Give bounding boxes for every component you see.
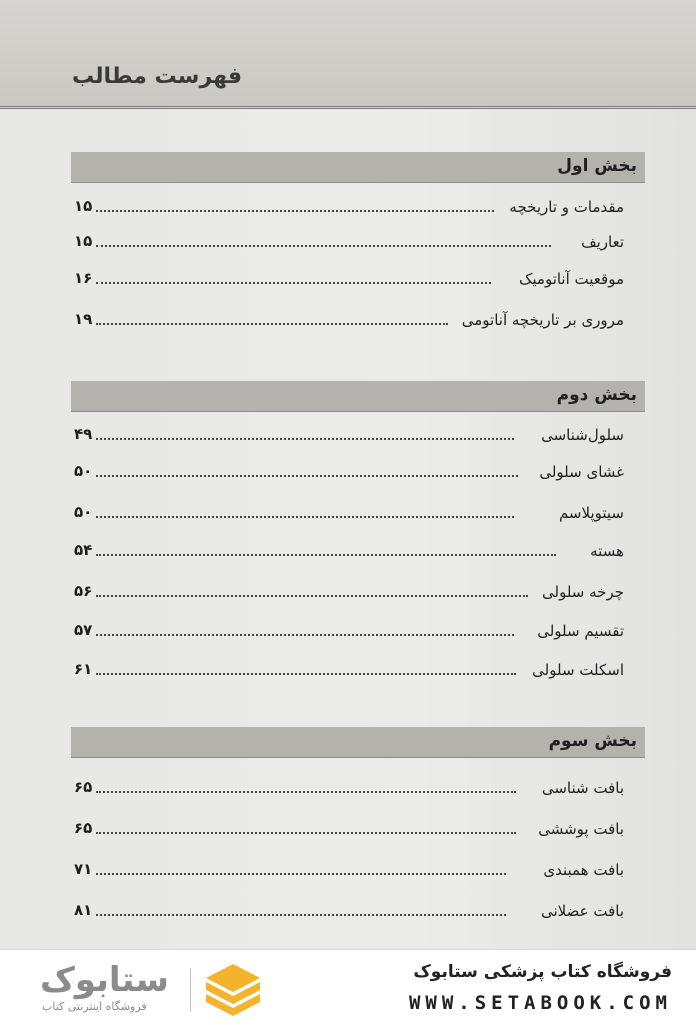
- section-header-3: [71, 727, 645, 758]
- toc-entry-label: غشای سلولی: [539, 463, 624, 481]
- toc-entry-page: ۱۹: [74, 310, 93, 328]
- toc-entry-label: سیتوپلاسم: [558, 504, 624, 522]
- toc-entry-label: تعاریف: [581, 233, 624, 251]
- toc-entry-page: ۱۵: [74, 197, 93, 215]
- toc-entry[interactable]: [74, 818, 624, 844]
- toc-entry-page: ۵۴: [74, 541, 93, 559]
- toc-entry-page: ۵۰: [74, 503, 93, 521]
- leader-dots: [96, 282, 491, 284]
- toc-entry-page: ۷۱: [74, 860, 93, 878]
- leader-dots: [96, 595, 528, 597]
- toc-entry-label: سلول‌شناسی: [541, 426, 624, 444]
- toc-entry-page: ۱۵: [74, 232, 93, 250]
- toc-entry-page: ۵۶: [74, 582, 93, 600]
- toc-entry-label: چرخه سلولی: [542, 583, 624, 601]
- toc-entry-label: مقدمات و تاریخچه: [509, 198, 624, 216]
- leader-dots: [96, 323, 448, 325]
- section-title: بخش اول: [557, 156, 637, 176]
- toc-entry[interactable]: [74, 196, 624, 222]
- toc-entry-page: ۶۱: [74, 660, 93, 678]
- toc-entry-page: ۶۵: [74, 778, 93, 796]
- toc-entry-label: بافت شناسی: [541, 779, 624, 797]
- logo-tagline: فروشگاه اینترنتی کتاب: [42, 1000, 147, 1013]
- toc-entry-label: مروری بر تاریخچه آناتومی: [461, 311, 624, 329]
- toc-entry[interactable]: [74, 268, 624, 294]
- toc-entry[interactable]: [74, 581, 624, 607]
- leader-dots: [96, 245, 551, 247]
- section-header-2: [71, 381, 645, 412]
- page-header: [0, 0, 696, 109]
- toc-entry-label: هسته: [590, 542, 624, 560]
- toc-entry[interactable]: [74, 659, 624, 685]
- leader-dots: [96, 475, 518, 477]
- toc-entry-page: ۵۰: [74, 462, 93, 480]
- toc-entry-page: ۶۵: [74, 819, 93, 837]
- toc-entry-label: اسکلت سلولی: [532, 661, 624, 679]
- toc-entry-label: بافت همبندی: [543, 861, 624, 879]
- store-name: فروشگاه کتاب پزشکی ستابوک: [413, 962, 672, 982]
- toc-entry[interactable]: [74, 424, 624, 450]
- leader-dots: [96, 438, 514, 440]
- store-url[interactable]: WWW.SETABOOK.COM: [408, 992, 672, 1014]
- leader-dots: [96, 516, 514, 518]
- logo-divider: [190, 968, 191, 1012]
- toc-entry-label: تقسیم سلولی: [537, 622, 624, 640]
- leader-dots: [96, 873, 506, 875]
- page-title: فهرست مطالب: [72, 64, 243, 89]
- logo-wordmark: ستابوک: [40, 960, 169, 1000]
- leader-dots: [96, 914, 506, 916]
- section-title: بخش دوم: [556, 385, 637, 405]
- toc-entry[interactable]: [74, 777, 624, 803]
- leader-dots: [96, 791, 516, 793]
- toc-entry-label: بافت عضلانی: [541, 902, 624, 920]
- toc-entry-page: ۵۷: [74, 621, 93, 639]
- toc-entry-page: ۸۱: [74, 901, 93, 919]
- toc-entry[interactable]: [74, 900, 624, 926]
- leader-dots: [96, 554, 556, 556]
- toc-entry-page: ۱۶: [74, 269, 93, 287]
- toc-entry[interactable]: [74, 540, 624, 566]
- toc-entry[interactable]: [74, 859, 624, 885]
- leader-dots: [96, 832, 516, 834]
- leader-dots: [96, 634, 514, 636]
- toc-entry-label: موقعیت آناتومیک: [518, 270, 624, 288]
- book-icon: [202, 960, 264, 1018]
- toc-content: [0, 109, 696, 949]
- store-logo[interactable]: [30, 960, 270, 1018]
- toc-entry[interactable]: [74, 620, 624, 646]
- toc-entry-label: بافت پوششی: [538, 820, 624, 838]
- leader-dots: [96, 673, 516, 675]
- store-footer: [0, 949, 696, 1025]
- toc-entry[interactable]: [74, 309, 624, 335]
- toc-entry[interactable]: [74, 461, 624, 487]
- section-header-1: [71, 152, 645, 183]
- leader-dots: [96, 210, 494, 212]
- toc-entry[interactable]: [74, 502, 624, 528]
- toc-entry-page: ۴۹: [74, 425, 93, 443]
- toc-entry[interactable]: [74, 231, 624, 257]
- section-title: بخش سوم: [548, 731, 637, 751]
